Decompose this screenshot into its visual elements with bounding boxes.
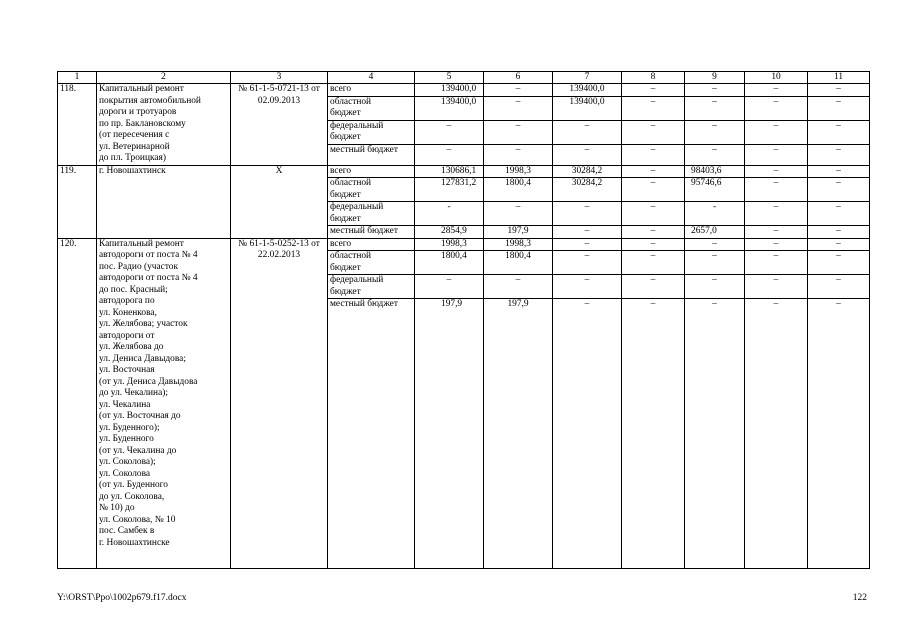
amount-cell-6: 197,9 bbox=[484, 299, 553, 569]
amount-cell-11: – bbox=[808, 178, 870, 202]
amount-cell-5: 2854,9 bbox=[415, 226, 484, 239]
amount-cell-10: – bbox=[745, 275, 808, 299]
amount-cell-8: – bbox=[622, 165, 685, 178]
amount-cell-5: – bbox=[415, 144, 484, 165]
column-number: 9 bbox=[685, 72, 745, 84]
funding-source-label: местный бюджет bbox=[328, 226, 415, 239]
amount-cell-10: – bbox=[745, 238, 808, 251]
object-name-line: (от ул. Чекалина до bbox=[99, 445, 177, 456]
document-ref-line: 02.09.2013 bbox=[257, 95, 301, 106]
funding-source-label: местный бюджет bbox=[328, 299, 415, 569]
object-name-line: автодороги от bbox=[99, 330, 155, 341]
column-number-row bbox=[58, 72, 870, 84]
amount-cell-8: – bbox=[622, 251, 685, 275]
object-name-line: г. Новошахтинск bbox=[99, 165, 166, 176]
column-number: 4 bbox=[328, 72, 415, 84]
object-name-line: дороги и тротуаров bbox=[99, 107, 177, 117]
amount-cell-9: - bbox=[685, 202, 745, 226]
object-name-line: ул. Ветеринарной bbox=[99, 141, 170, 152]
amount-cell-5: - bbox=[415, 202, 484, 226]
amount-cell-6: 1998,3 bbox=[484, 165, 553, 178]
amount-cell-10: – bbox=[745, 165, 808, 178]
object-name-line: (от пересечения с bbox=[99, 130, 170, 140]
budget-table bbox=[57, 71, 870, 569]
amount-cell-6: 1998,3 bbox=[484, 238, 553, 251]
amount-cell-8: – bbox=[622, 178, 685, 202]
amount-cell-10: – bbox=[745, 120, 808, 144]
funding-source-label: областной бюджет bbox=[328, 251, 415, 275]
amount-cell-10: – bbox=[745, 96, 808, 120]
amount-cell-8: – bbox=[622, 84, 685, 97]
object-name-line: ул. Соколова bbox=[99, 468, 151, 479]
amount-cell-10: – bbox=[745, 202, 808, 226]
record-number: 119. bbox=[58, 165, 97, 238]
amount-cell-9: – bbox=[685, 299, 745, 569]
amount-cell-6: – bbox=[484, 275, 553, 299]
document-ref bbox=[231, 238, 328, 569]
amount-cell-8: – bbox=[622, 96, 685, 120]
funding-source-label: местный бюджет bbox=[328, 144, 415, 165]
column-number: 10 bbox=[745, 72, 808, 84]
object-name-line: Капитальный ремонт bbox=[99, 238, 184, 249]
object-name-line: ул. Желябова; участок bbox=[99, 319, 188, 329]
file-path: Y:\ORST\Ppo\1002p679.f17.docx bbox=[57, 593, 187, 603]
amount-cell-11: – bbox=[808, 275, 870, 299]
object-name-line: пос. Самбек в bbox=[99, 526, 155, 536]
amount-cell-6: 1800,4 bbox=[484, 178, 553, 202]
amount-cell-7: 30284,2 bbox=[553, 178, 622, 202]
amount-cell-11: – bbox=[808, 251, 870, 275]
amount-cell-11: – bbox=[808, 84, 870, 97]
amount-cell-7: 30284,2 bbox=[553, 165, 622, 178]
amount-cell-9: – bbox=[685, 120, 745, 144]
object-name-line: ул. Буденного bbox=[99, 434, 154, 444]
column-number: 3 bbox=[231, 72, 328, 84]
amount-cell-11: – bbox=[808, 202, 870, 226]
object-name-line: покрытия автомобильной bbox=[99, 95, 201, 106]
amount-cell-8: – bbox=[622, 144, 685, 165]
object-name-line: до пл. Троицкая) bbox=[99, 153, 166, 163]
funding-source-label: областной бюджет bbox=[328, 96, 415, 120]
amount-cell-8: – bbox=[622, 226, 685, 239]
amount-cell-10: – bbox=[745, 251, 808, 275]
object-name-line: (от ул. Восточная до bbox=[99, 411, 181, 421]
amount-cell-8: – bbox=[622, 202, 685, 226]
object-name bbox=[97, 165, 231, 238]
amount-cell-11: – bbox=[808, 144, 870, 165]
object-name-line: ул. Соколова); bbox=[99, 457, 156, 467]
page-number: 122 bbox=[852, 593, 867, 603]
amount-cell-5: 127831,2 bbox=[415, 178, 484, 202]
object-name-line: ул. Желябова до bbox=[99, 342, 164, 352]
amount-cell-5: 139400,0 bbox=[415, 96, 484, 120]
amount-cell-5: 197,9 bbox=[415, 299, 484, 569]
amount-cell-11: – bbox=[808, 120, 870, 144]
amount-cell-11: – bbox=[808, 238, 870, 251]
column-number: 1 bbox=[58, 72, 97, 84]
object-name-line: до пос. Красный; bbox=[99, 284, 168, 295]
table-row bbox=[58, 84, 870, 97]
amount-cell-6: – bbox=[484, 84, 553, 97]
amount-cell-10: – bbox=[745, 299, 808, 569]
document-ref bbox=[231, 84, 328, 166]
amount-cell-11: – bbox=[808, 96, 870, 120]
table-row bbox=[58, 238, 870, 251]
amount-cell-7: – bbox=[553, 202, 622, 226]
amount-cell-9: – bbox=[685, 144, 745, 165]
record-number: 120. bbox=[58, 238, 97, 569]
object-name-line: автодороги от поста № 4 bbox=[99, 273, 198, 283]
amount-cell-7: 139400,0 bbox=[553, 84, 622, 97]
object-name-line: до ул. Чекалина); bbox=[99, 388, 168, 398]
amount-cell-9: – bbox=[685, 251, 745, 275]
amount-cell-10: – bbox=[745, 144, 808, 165]
amount-cell-10: – bbox=[745, 226, 808, 239]
column-number: 7 bbox=[553, 72, 622, 84]
object-name-line: ул. Соколова, № 10 bbox=[99, 514, 176, 525]
amount-cell-5: – bbox=[415, 275, 484, 299]
amount-cell-7: 139400,0 bbox=[553, 96, 622, 120]
object-name-line: пос. Радио (участок bbox=[99, 261, 179, 272]
object-name bbox=[97, 238, 231, 569]
object-name-line: № 10) до bbox=[99, 503, 135, 513]
object-name-line: ул. Восточная bbox=[99, 365, 155, 375]
amount-cell-7: – bbox=[553, 226, 622, 239]
amount-cell-7: – bbox=[553, 251, 622, 275]
amount-cell-9: 95746,6 bbox=[685, 178, 745, 202]
record-number: 118. bbox=[58, 84, 97, 166]
amount-cell-6: 197,9 bbox=[484, 226, 553, 239]
object-name-line: автодорога по bbox=[99, 296, 155, 306]
amount-cell-9: – bbox=[685, 96, 745, 120]
object-name-line: г. Новошахтинске bbox=[99, 537, 170, 548]
amount-cell-5: 1800,4 bbox=[415, 251, 484, 275]
amount-cell-6: 1800,4 bbox=[484, 251, 553, 275]
amount-cell-9: 98403,6 bbox=[685, 165, 745, 178]
column-number: 11 bbox=[808, 72, 870, 84]
funding-source-label: федеральный бюджет bbox=[328, 275, 415, 299]
amount-cell-8: – bbox=[622, 299, 685, 569]
object-name-line: (от ул. Буденного bbox=[99, 480, 168, 490]
column-number: 8 bbox=[622, 72, 685, 84]
amount-cell-9: 2657,0 bbox=[685, 226, 745, 239]
document-ref-line: 22.02.2013 bbox=[257, 250, 301, 260]
object-name-line: ул. Чекалина bbox=[99, 399, 151, 410]
document-ref bbox=[231, 165, 328, 238]
amount-cell-6: – bbox=[484, 96, 553, 120]
amount-cell-8: – bbox=[622, 120, 685, 144]
funding-source-label: областной бюджет bbox=[328, 178, 415, 202]
amount-cell-5: – bbox=[415, 120, 484, 144]
amount-cell-9: – bbox=[685, 84, 745, 97]
funding-source-label: федеральный бюджет bbox=[328, 202, 415, 226]
amount-cell-11: – bbox=[808, 165, 870, 178]
column-number: 6 bbox=[484, 72, 553, 84]
amount-cell-6: – bbox=[484, 202, 553, 226]
object-name-line: до ул. Соколова, bbox=[99, 491, 165, 502]
amount-cell-8: – bbox=[622, 238, 685, 251]
amount-cell-6: – bbox=[484, 120, 553, 144]
amount-cell-11: – bbox=[808, 226, 870, 239]
object-name bbox=[97, 84, 231, 166]
document-ref-line: Х bbox=[275, 165, 283, 176]
object-name-line: ул. Буденного); bbox=[99, 422, 160, 433]
funding-source-label: всего bbox=[328, 84, 415, 97]
funding-source-label: федеральный бюджет bbox=[328, 120, 415, 144]
amount-cell-7: – bbox=[553, 299, 622, 569]
object-name-line: (от ул. Дениса Давыдова bbox=[99, 376, 198, 387]
object-name-line: ул. Коненкова, bbox=[99, 307, 157, 318]
amount-cell-7: – bbox=[553, 238, 622, 251]
funding-source-label: всего bbox=[328, 165, 415, 178]
amount-cell-7: – bbox=[553, 144, 622, 165]
table-row bbox=[58, 165, 870, 178]
amount-cell-7: – bbox=[553, 120, 622, 144]
funding-source-label: всего bbox=[328, 238, 415, 251]
amount-cell-10: – bbox=[745, 178, 808, 202]
amount-cell-11: – bbox=[808, 299, 870, 569]
object-name-line: ул. Дениса Давыдова; bbox=[99, 353, 186, 364]
column-number: 5 bbox=[415, 72, 484, 84]
amount-cell-5: 139400,0 bbox=[415, 84, 484, 97]
column-number: 2 bbox=[97, 72, 231, 84]
document-ref-line: № 61-1-5-0252-13 от bbox=[238, 238, 320, 249]
amount-cell-9: – bbox=[685, 238, 745, 251]
amount-cell-5: 1998,3 bbox=[415, 238, 484, 251]
document-ref-line: № 61-1-5-0721-13 от bbox=[238, 84, 320, 94]
amount-cell-5: 130686,1 bbox=[415, 165, 484, 178]
amount-cell-7: – bbox=[553, 275, 622, 299]
amount-cell-8: – bbox=[622, 275, 685, 299]
amount-cell-9: – bbox=[685, 275, 745, 299]
amount-cell-10: – bbox=[745, 84, 808, 97]
object-name-line: Капитальный ремонт bbox=[99, 84, 184, 94]
object-name-line: по пр. Баклановскому bbox=[99, 118, 186, 129]
object-name-line: автодороги от поста № 4 bbox=[99, 250, 198, 260]
amount-cell-6: – bbox=[484, 144, 553, 165]
